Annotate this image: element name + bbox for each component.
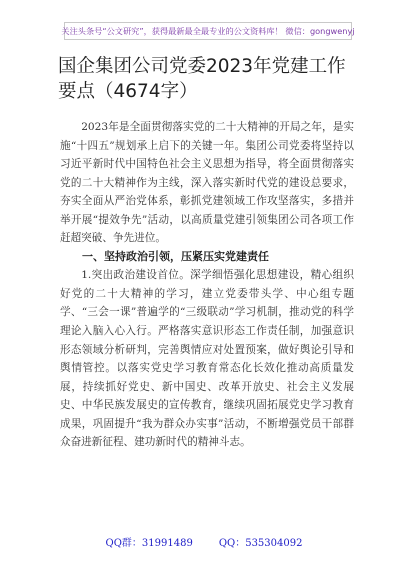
document-title: 国企集团公司党委2023年党建工作要点（4674字） — [58, 56, 346, 102]
document-body — [60, 118, 354, 452]
intro-paragraph: 2023年是全面贯彻落实党的二十大精神的开局之年，是实施“十四五”规划承上启下的关键一年。集团公司党委将坚持以习近平新时代中国特色社会主义思想为指导，将全面贯彻落实党的二十大精神作为主线，深入落实新时代党的建设总要求，夯实全面从严治党体系，彰抓党建领域工作攻坚落实，多措并举开展“提效争先”活动，以高质量党建引领集团公司各项工作赶超突破、争先进位。 — [60, 121, 354, 245]
footer-qq-group: QQ群：31991489 — [105, 538, 193, 549]
header-banner — [61, 22, 355, 40]
section-heading: 一、坚持政治引领，压紧压实党建责任 — [82, 249, 269, 263]
footer-contact — [0, 534, 408, 548]
footer-qq: QQ：535304092 — [218, 538, 303, 549]
section-paragraph: 1.突出政治建设首位。深学细悟强化思想建设，精心组织好党的二十大精神的学习，建立党委带头学、中心组专题学、“三会一课”普遍学的“三级联动”学习机制，推动党的科学理论入脑入心入行。严格落实意识形态工作责任制，加强意识形态领域分析研判，完善舆情应对处置预案，做好舆论引导和舆情管控。以落实党史学习教育常态化长效化推动高质量发展，持续抓好党史、新中国史、改革开放史、社会主义发展史、中华民族发展史的宣传教育，继续巩固拓展党史学习教育成果，巩固提升“我为群众办实事”活动，不断增强党员干部群众奋进新征程、建功新时代的精神斗志。 — [60, 269, 354, 449]
banner-text: 关注头条号“公文研究”，获得最新最全最专业的公文资料库！ 微信：gongwenyj — [61, 25, 355, 36]
